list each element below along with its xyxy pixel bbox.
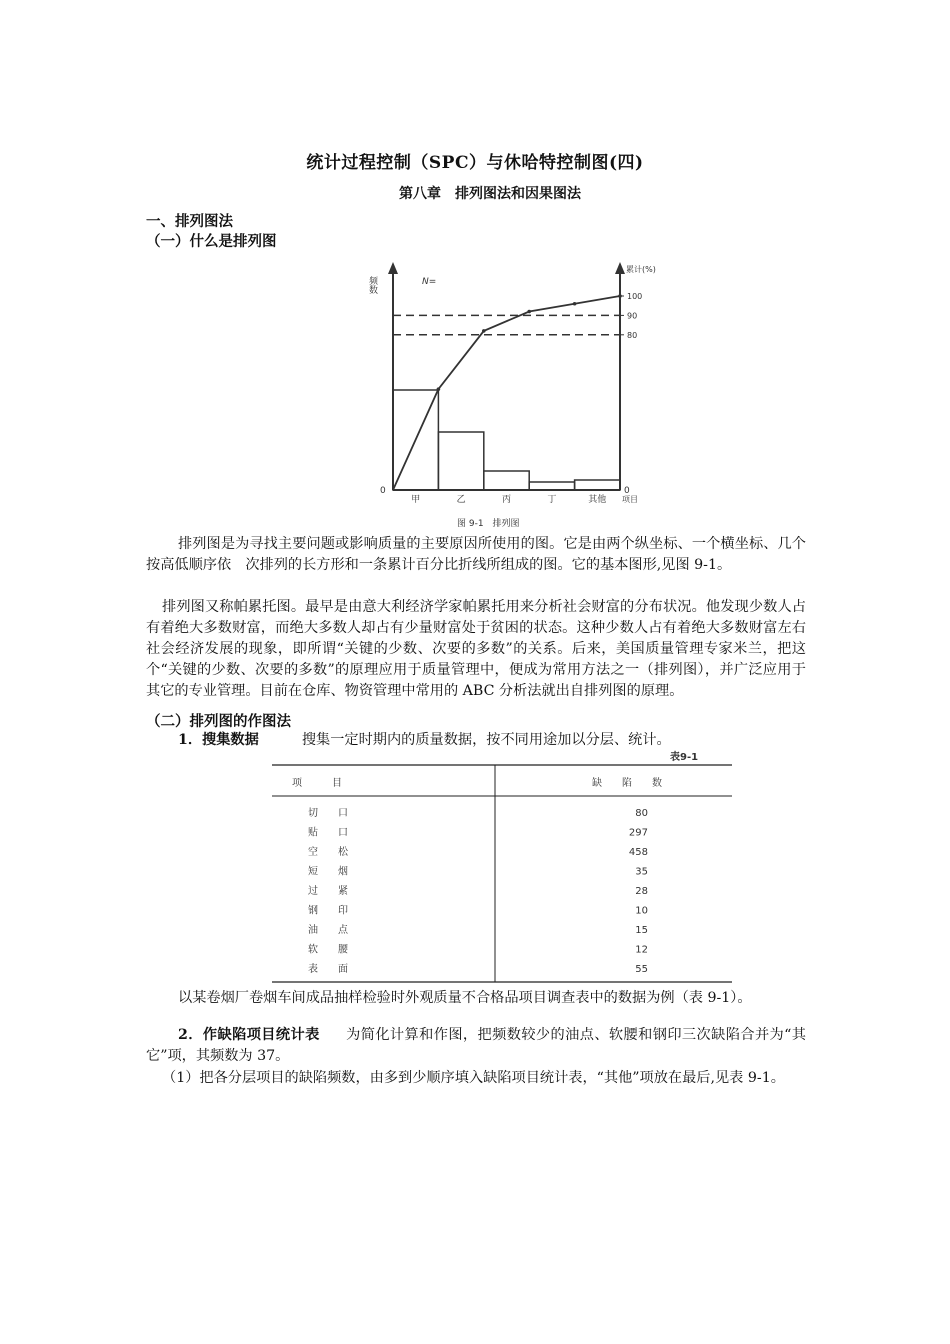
table-cell-count: 10 [635, 905, 648, 917]
table-cell-count: 55 [635, 964, 648, 975]
paragraph-2: 排列图又称帕累托图。最早是由意大利经济学家帕累托用来分析社会财富的分布状况。他发现少数人占有着绝大多数财富，而绝大多数人却占有少量财富处于贫困的状态。这种少数人占有着绝大多数财富左右社会经济发展的现象，即所谓“关键的少数、次要的多数”的关系。后来，美国质量管理专家米兰，把这个“关键的少数、次要的多数”的原理应用于质量管理中，便成为常用方法之一（排列图），并广泛应用于其它的专业管理。目前在仓库、物资管理中常用的 ABC 分析法就出自排列图的原理。 [146, 599, 806, 699]
subsection-heading-2: （二）排列图的作图法 [146, 713, 291, 730]
cumulative-point-3 [573, 302, 577, 306]
table-cell-item: 贴 口 [308, 827, 348, 839]
table-cell-count: 12 [635, 944, 648, 956]
pareto-chart [362, 256, 682, 531]
category-label-1: 乙 [456, 495, 466, 505]
right-tick-label-80: 80 [627, 330, 638, 340]
category-label-0: 甲 [411, 495, 421, 505]
table-cell-item: 切 口 [308, 808, 348, 819]
cumulative-point-1 [482, 329, 486, 333]
bar-2 [484, 471, 529, 490]
n-label: N= [422, 277, 437, 287]
subsection-heading: （一）什么是排列图 [146, 233, 277, 250]
table-cell-item: 表 面 [308, 964, 348, 975]
cumulative-line [393, 296, 620, 490]
left-axis-label: 频数 [367, 276, 377, 294]
step-2 [146, 1025, 806, 1067]
table-cell-item: 软 腰 [308, 944, 348, 956]
table-cell-count: 28 [635, 886, 648, 897]
paragraph-3: 以某卷烟厂卷烟车间成品抽样检验时外观质量不合格品项目调查表中的数据为例（表 9-1）。 [178, 990, 752, 1006]
table-cell-item: 空 松 [308, 847, 348, 858]
step-2-text: 为简化计算和作图，把频数较少的油点、软腰和钢印三次缺陷合并为“其它”项，其频数为 37。 [146, 1027, 806, 1064]
table-cell-item: 钢 印 [308, 905, 348, 917]
cumulative-point-2 [527, 310, 531, 314]
category-label-4: 其他 [588, 495, 607, 505]
cumulative-point-0 [437, 387, 441, 391]
category-label-2: 丙 [501, 495, 512, 505]
table-cell-count: 15 [635, 925, 648, 936]
zero-left-label: 0 [380, 486, 386, 496]
category-label-3: 丁 [547, 495, 557, 505]
table-cell-count: 35 [635, 866, 648, 878]
figure-caption: 图 9-1 排列图 [457, 519, 520, 529]
table-cell-count: 80 [635, 808, 648, 819]
header-count: 缺 陷 数 [592, 778, 662, 789]
step-2-label: 2．作缺陷项目统计表 [178, 1027, 320, 1043]
chapter-title: 第八章 排列图法和因果图法 [399, 186, 581, 202]
table-cell-count: 458 [628, 847, 648, 858]
bar-1 [438, 432, 483, 490]
right-tick-label-90: 90 [627, 311, 638, 321]
bar-4 [575, 480, 620, 490]
zero-right-label: 0 [624, 486, 630, 496]
defect-table [270, 750, 736, 990]
section-heading: 一、排列图法 [146, 213, 233, 230]
table-cell-item: 过 紧 [308, 886, 348, 897]
step-1 [146, 730, 806, 751]
step-1-label: 1．搜集数据 [178, 732, 259, 748]
table-cell-item: 油 点 [308, 925, 348, 936]
left-axis-arrow-icon [388, 262, 398, 274]
paragraph-1: 排列图是为寻找主要问题或影响质量的主要原因所使用的图。它是由两个纵坐标、一个横坐标、几个按高低顺序依 次排列的长方形和一条累计百分比折线所组成的图。它的基本图形,见图 9-1。 [146, 536, 806, 573]
right-axis-label: 累计(%) [626, 265, 656, 274]
page-title: 统计过程控制（SPC）与休哈特控制图(四) [306, 153, 644, 173]
step-1-text: 搜集一定时期内的质量数据，按不同用途加以分层、统计。 [301, 732, 671, 748]
right-tick-label-100: 100 [627, 292, 643, 301]
right-axis-arrow-icon [615, 262, 625, 274]
table-cell-item: 短 烟 [308, 866, 348, 878]
table-id: 表9-1 [670, 752, 699, 763]
bar-3 [529, 482, 574, 490]
paragraph-4: （1）把各分层项目的缺陷频数，由多到少顺序填入缺陷项目统计表，“其他”项放在最后,见表 9-1。 [162, 1070, 785, 1086]
x-axis-label: 项目 [622, 495, 638, 504]
header-item: 项 目 [292, 778, 342, 789]
table-cell-count: 297 [628, 827, 648, 839]
